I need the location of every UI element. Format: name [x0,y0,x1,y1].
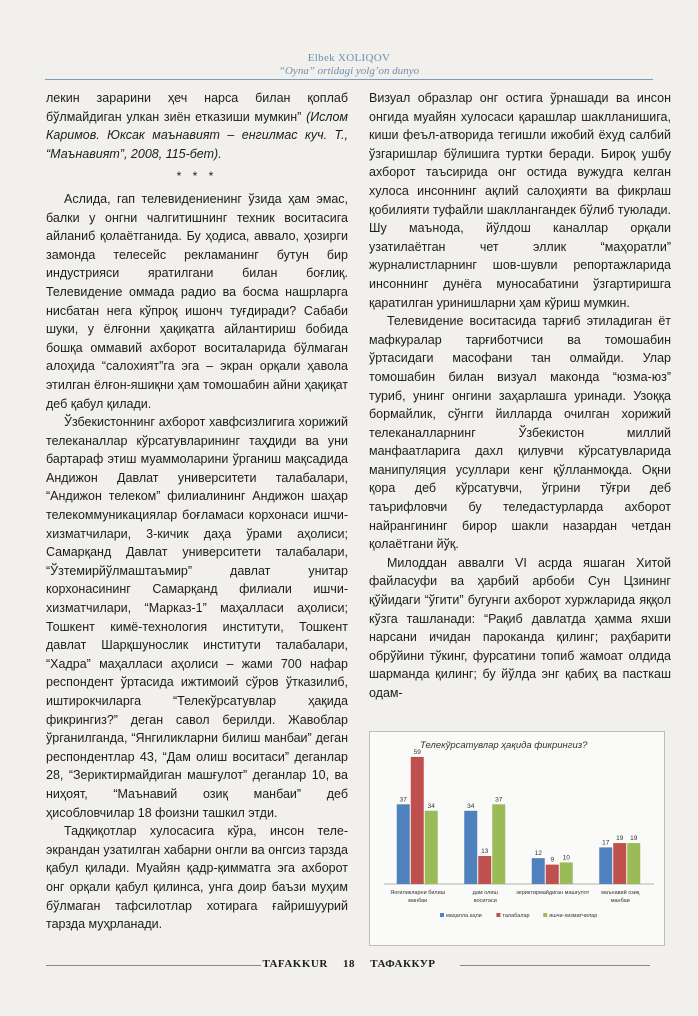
paragraph [46,89,348,163]
data-label: 37 [399,796,407,804]
data-label: 19 [616,835,624,843]
chart-title: Телекўрсатувлар ҳақида фикрингиз? [420,740,588,751]
paragraph: Визуал образлар онг остига ўрнашади ва инсон онгида муайян хулосаси қарашлар шаклланишига, киши феъл-атворида тегишли ижобий ёхуд салбий ўзгаришлар бўлишига туртки беради. Бироқ ушбу ахборот таъсирида онг остида вужудга келган хулоса инсоннинг ақлий салоҳияти ва фикрлаш қобилияти туфайли шакллангандек бўлиб туюлади. Шу маънода, йўлдош каналлар орқали узатилаётган чет эллик “маҳоратли” журналистларнинг шов-шувли репортажларида инсоннинг дунёга муносабатини ўзгартиришга қаратилган уринишларни ҳам кўриш мумкин. [369,91,671,310]
footer-magazine-cyrillic: ТАФАККУР [370,958,436,970]
data-label: 12 [534,850,542,858]
paragraph: Ўзбекистоннинг ахборот хавфсизлигига хорижий телеканаллар кўрсатувларининг таҳдиди ва уни бартараф этиш муаммоларини ўрганиш мақсадида Андижон Давлат университети талабалари, “Андижон телеком” филиалининг Андижон шаҳар телекоммуникациялар боғламаси корхонаси ишчи-хизматчилари, 3-кичик даҳа ўрами аҳолиси; Самарқанд Давлат университети талабалари, “Ўзтемирйўлмаштаъмир” давлат унитар корхонасининг Самарқанд филиали ишчи-хизматчилари, “Марказ-1” маҳалласи аҳолиси; Тошкент кимё-технология институти, Тошкент давлат Шарқшунослик институти талабалари, “Хадра” маҳалласи аҳолиси – жами 700 нафар респондент ўртасида ижтимоий сўров ўтказилиб, иштирокчиларга “Телекўрсатувлар ҳақида фикрингиз?” деган савол берилди. Жавоблар ўрганилганда, “Янгиликларни билиш манбаи” деган респондентлар 43, “Дам олиш воситаси” деганлар 28, “Зериктирмайдиган машғулот” деганлар 10, ва ниҳоят, “Маънавий озиқ манбаи” деб ҳисобловчилар 18 фоизни ташкил этди. [46,415,348,820]
paragraph: Телевидение воситасида тарғиб этиладиган ёт мафкуралар тарғиботчиси ва томошабин ўртасидаги масофани тан олмайди. Улар томошабин билан визуал маконда “юзма-юз” туриб, унинг онгини заҳарлашга уринади. Узоққа бормайлик, сўнгги йилларда очилган хорижий телеканалларнинг Ўзбекистон миллий манфаатларига дахл қилувчи кўрсатувларида манипуляция усуллари кенг қўлланмоқда. Оқни қора деб кўрсатувчи, ўгрини тўғри деб таърифловчи бу теледастурларда ахборот найрангининг бирор шакли назардан четдан қолаётгани йўқ. [369,314,671,552]
footer-text [0,958,698,970]
bar-2-0 [425,811,438,884]
category-label: манбаи [610,898,630,904]
bar-2-2 [560,862,573,884]
bar-2-1 [492,804,505,884]
paragraph: Аслида, гап телевидениенинг ўзида ҳам эмас, балки у онгни чалгитишнинг техник воситасига айланиб қолаётганида. Бу ҳодиса, аввало, ҳозирги замонда телесейс рекламанинг бутун бир индустрияси яратилгани билан боғлиқ. Телевидение оммада радио ва босма нашрларга нисбатан нега кўпроқ ишонч туғдиради? Сабаби шуки, у ёлғонни ҳақиқатга айлантириш бобида бошқа оммавий ахборот воситаларида бўлмаган алоҳида “салохият”га эга – экран орқали ҳавола этилган ёлғон-яшиқни ҳам томошабин айни ҳақиқат деб қабул қилади. [46,191,348,411]
page-number: 18 [343,958,356,970]
bar-2-3 [627,843,640,884]
bar-1-0 [411,757,424,884]
bar-0-3 [599,847,612,884]
header-author: Elbek XOLIQOV [307,52,391,64]
legend-label: ишчи-хизматчилар [549,913,598,919]
legend-swatch [543,913,547,917]
data-label: 34 [467,802,475,810]
chart-canvas [370,732,664,945]
bar-0-1 [464,811,477,884]
data-label: 10 [562,854,570,862]
legend-label: маҳалла аҳли [446,913,482,919]
data-label: 17 [602,839,610,847]
legend-swatch [440,913,444,917]
data-label: 19 [630,835,638,843]
category-label: воситаси [473,898,497,904]
paragraph: Тадқиқотлар хулосасига кўра, инсон теле-экрандан узатилган хабарни онгли ва онгсиз тарзда қабул қилади. Муайян қадр-қимматга эга ахборот онг орқали қабул қилинса, унга доир баъзи муҳим бўлмаган тафсилотлар хотирага ғайришуурий тарзда муҳрланади. [46,824,348,932]
data-label: 13 [481,848,489,855]
text-column-right [369,89,671,703]
header-rule [45,79,653,80]
bar-1-2 [546,865,559,884]
data-label: 59 [413,748,421,756]
paragraph: Милоддан аввалги VI асрда яшаган Хитой файласуфи ва ҳарбий арбоби Сун Цзининг қўйидаги “ўгити” бугунги ахборот хуржларида яққол кўзга ташланади: “Рақиб давлатда ҳамма яхши нарсани ичидан пароканда қилинг; раҳбарити обрўйини тўкинг, фурсатини топиб жамоат олдида шарманда қилинг; бу йўлда энг қабиҳ ва пасткаш одам- [369,555,671,700]
survey-bar-chart [369,731,665,946]
bar-0-2 [532,858,545,884]
data-label: 34 [427,802,435,810]
data-label: 37 [495,796,503,804]
section-separator: * * * [176,169,218,184]
bar-0-0 [397,804,410,884]
text-column-left [46,89,348,934]
bar-1-1 [478,856,491,884]
legend-label: талабалар [502,913,530,919]
category-label: дам олиш [472,890,498,896]
quote-text: лекин зарарини ҳеч нарса билан қоплаб бўлмайдиган улкан зиён етказиши мумкин” [46,91,348,124]
header-article-title: “Oyna” ortidagi yolg’on dunyo [278,65,420,77]
bar-1-3 [613,843,626,884]
category-label: манбаи [408,898,428,904]
legend-swatch [496,913,500,917]
data-label: 9 [550,856,555,864]
category-label: маънавий озиқ [601,890,640,896]
running-header [0,52,698,77]
category-label: зериктирмайдиган машғулот [516,890,590,896]
quote-citation: (Ислом Каримов. Юксак маънавият – енгилмас куч. Т., “Маънавият”, 2008, 115-бет). [46,109,348,161]
footer-magazine-latin: TAFAKKUR [262,958,328,970]
category-label: Янгиликларни билиш [390,890,446,896]
